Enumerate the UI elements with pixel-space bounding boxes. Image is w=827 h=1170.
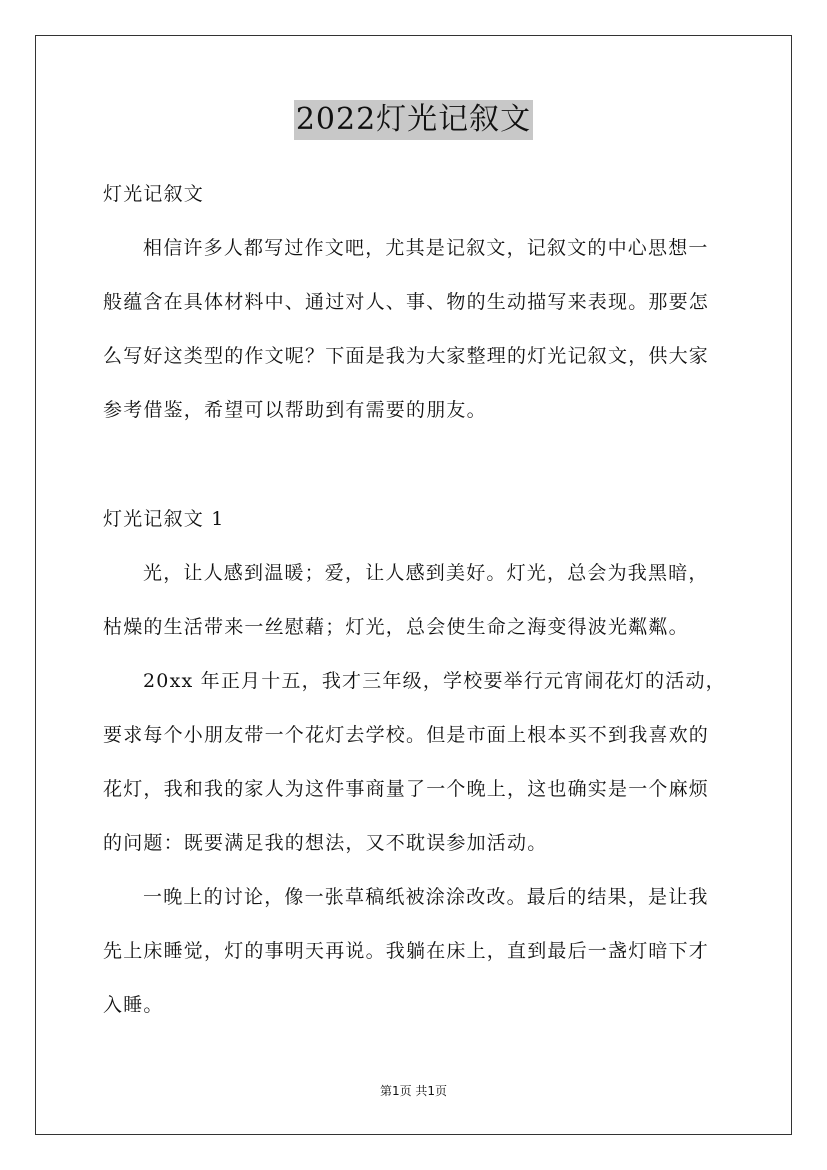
body-line-6: 的问题：既要满足我的想法，又不耽误参加活动。 (103, 832, 548, 854)
body-line-7: 一晚上的讨论，像一张草稿纸被涂涂改改。最后的结果，是让我 (143, 886, 709, 908)
page-footer: 第1页 共1页 (379, 1084, 448, 1098)
body-line-5: 花灯，我和我的家人为这件事商量了一个晚上，这也确实是一个麻烦 (103, 778, 710, 800)
document-title: 2022灯光记叙文 (294, 100, 533, 140)
intro-line-2: 般蕴含在具体材料中、通过对人、事、物的生动描写来表现。那要怎 (103, 291, 710, 313)
section-heading: 灯光记叙文 1 (103, 508, 225, 530)
intro-line-1: 相信许多人都写过作文吧，尤其是记叙文，记叙文的中心思想一 (143, 237, 709, 259)
body-line-8: 先上床睡觉，灯的事明天再说。我躺在床上，直到最后一盏灯暗下才 (103, 940, 710, 962)
intro-line-3: 么写好这类型的作文呢？下面是我为大家整理的灯光记叙文，供大家 (103, 345, 710, 367)
title-container (0, 100, 827, 140)
body-line-4: 要求每个小朋友带一个花灯去学校。但是市面上根本买不到我喜欢的 (103, 724, 710, 746)
body-line-1: 光，让人感到温暖；爱，让人感到美好。灯光，总会为我黑暗， (143, 562, 709, 584)
body-line-2: 枯燥的生活带来一丝慰藉；灯光，总会使生命之海变得波光粼粼。 (103, 616, 689, 638)
body-line-9: 入睡。 (103, 994, 164, 1016)
intro-line-4: 参考借鉴，希望可以帮助到有需要的朋友。 (103, 399, 487, 421)
body-line-3: 20xx 年正月十五，我才三年级，学校要举行元宵闹花灯的活动， (143, 670, 726, 692)
document-subtitle: 灯光记叙文 (103, 183, 205, 205)
